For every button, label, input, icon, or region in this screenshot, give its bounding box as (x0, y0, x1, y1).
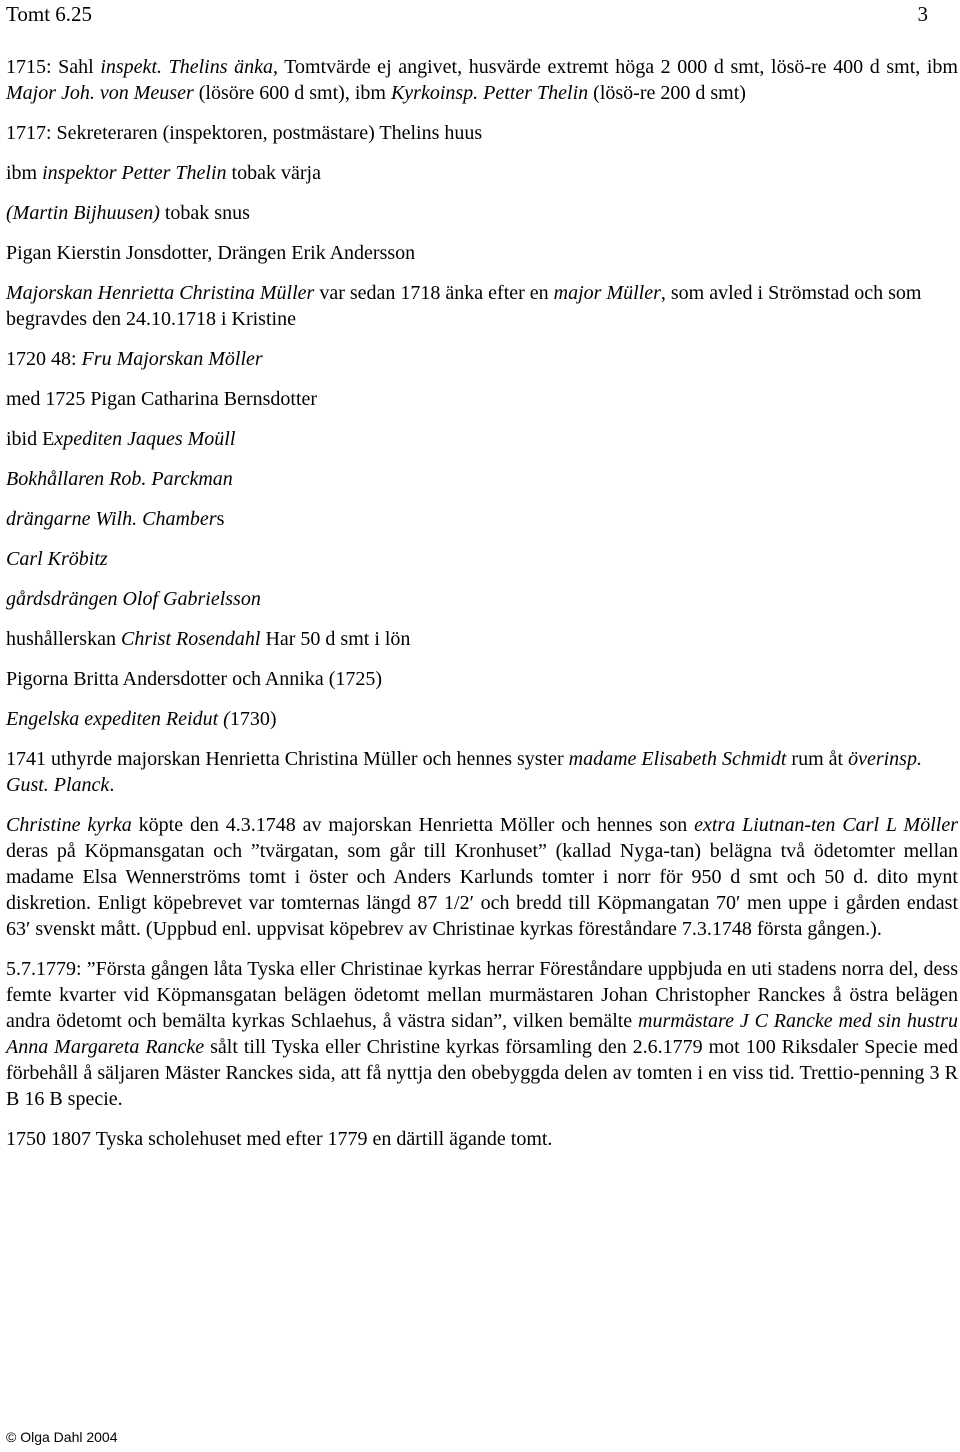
italic-text: inspektor Petter Thelin (42, 162, 227, 184)
paragraph-p7 (6, 346, 958, 372)
document-body (6, 54, 958, 1166)
italic-text: Christine kyrka (6, 814, 132, 836)
page-header (6, 0, 958, 30)
text: , som avled i Strömstad och som begravdes den 24.10.1718 i Kristine (6, 282, 922, 330)
italic-text: extra Liutnan-ten Carl L Möller (694, 814, 958, 836)
italic-text: (Martin Bijhuusen) (6, 202, 160, 224)
paragraph-p5 (6, 240, 958, 266)
text: (lösö-re 200 d smt) (588, 82, 746, 104)
text: rum åt (786, 748, 849, 770)
italic-text: Fru Majorskan Möller (81, 348, 263, 370)
paragraph-p18 (6, 812, 958, 942)
page-number: 3 (917, 2, 928, 26)
paragraph-p19 (6, 956, 958, 1112)
document-title: Tomt 6.25 (6, 2, 93, 26)
text: (lösöre 600 d smt), ibm (193, 82, 391, 104)
footer-copyright: © Olga Dahl 2004 (6, 1429, 118, 1445)
text: , Tomtvärde ej angivet, husvärde extremt höga 2 000 d smt, lösö-re 400 d smt, ibm (272, 56, 958, 78)
text: Pigorna Britta Andersdotter och Annika (1725) (6, 668, 383, 690)
paragraph-p9 (6, 426, 958, 452)
italic-text: murmästare J C Rancke med sin hustru Anna Margareta Rancke (6, 1010, 958, 1058)
italic-text: madame Elisabeth Schmidt (568, 748, 787, 770)
text: . (109, 774, 115, 796)
paragraph-p10 (6, 466, 958, 492)
text: köpte den 4.3.1748 av majorskan Henrietta Möller och hennes son (131, 814, 695, 836)
paragraph-p13 (6, 586, 958, 612)
text: 1720 48: (6, 348, 82, 370)
italic-text: Carl Kröbitz (6, 548, 108, 570)
paragraph-p4 (6, 200, 958, 226)
paragraph-p12 (6, 546, 958, 572)
italic-text: gårdsdrängen Olof Gabrielsson (6, 588, 261, 610)
text: s (216, 508, 225, 530)
text: Pigan Kierstin Jonsdotter, Drängen Erik Andersson (6, 242, 416, 264)
italic-text: major Müller (553, 282, 661, 304)
text: Har 50 d smt i lön (260, 628, 411, 650)
paragraph-p1 (6, 54, 958, 106)
italic-text: Bokhållaren Rob. Parckman (6, 468, 233, 490)
paragraph-p11 (6, 506, 958, 532)
text: med 1725 Pigan Catharina Bernsdotter (6, 388, 318, 410)
paragraph-p16 (6, 706, 958, 732)
text: 1750 1807 Tyska scholehuset med efter 1779 en därtill ägande tomt. (6, 1128, 553, 1150)
text: 1715: Sahl (6, 56, 101, 78)
italic-text: Majorskan Henrietta Christina Müller (6, 282, 315, 304)
text: 1717: Sekreteraren (inspektoren, postmästare) Thelins huus (6, 122, 483, 144)
text: ibid E (6, 428, 55, 450)
text: tobak snus (159, 202, 250, 224)
text: 1741 uthyrde majorskan Henrietta Christina Müller och hennes syster (6, 748, 569, 770)
italic-text: överinsp. Gust. Planck (6, 748, 922, 796)
paragraph-p3 (6, 160, 958, 186)
paragraph-p2 (6, 120, 958, 146)
italic-text: Christ Rosendahl (120, 628, 261, 650)
italic-text: inspekt. Thelins änka (100, 56, 273, 78)
text: deras på Köpmansgatan och ”tvärgatan, som går till Kronhuset” (kallad Nyga-tan) belägna två ödetomter mellan madame Elsa Wennerströms tomt i öster och Anders Karlunds tomter i norr för 950 d smt och 50 d. dito mynt diskretion. Enligt köpebrevet var tomternas längd 87 1/2′ och bredd till Köpmangatan 70′ men uppe i gården endast 63′ svenskt mått. (Uppbud enl. uppvisat köpebrev av Christinae kyrkas föreståndare 7.3.1748 första gången.). (6, 840, 958, 940)
italic-text: drängarne Wilh. Chamber (6, 508, 217, 530)
text: ibm (6, 162, 43, 184)
text: sålt till Tyska eller Christine kyrkas församling den 2.6.1779 mot 100 Riksdaler Specie med förbehåll å säljaren Mäster Ranckes sida, att få nyttja den obebyggda delen av tomten i en viss tid. Trettio-penning 3 R B 16 B specie. (6, 1036, 958, 1110)
paragraph-p6 (6, 280, 958, 332)
italic-text: Kyrkoinsp. Petter Thelin (390, 82, 589, 104)
paragraph-p20 (6, 1126, 958, 1152)
paragraph-p8 (6, 386, 958, 412)
italic-text: Major Joh. von Meuser (6, 82, 194, 104)
paragraph-p17 (6, 746, 958, 798)
text: 1730) (229, 708, 277, 730)
text: 5.7.1779: ”Första gången låta Tyska eller Christinae kyrkas herrar Föreståndare uppbjuda en uti stadens norra del, dess femte kvarter vid Köpmansgatan belägen ödetomt mellan murmästaren Johan Christopher Ranckes å östra belägen andra ödetomt och bemälta kyrkas Schlaehus, å västra sidan”, vilken bemälte (6, 958, 958, 1032)
paragraph-p15 (6, 666, 958, 692)
italic-text: Engelska expediten Reidut ( (6, 708, 230, 730)
text: var sedan 1718 änka efter en (314, 282, 554, 304)
text: tobak värja (226, 162, 321, 184)
text: hushållerskan (6, 628, 121, 650)
paragraph-p14 (6, 626, 958, 652)
italic-text: xpediten Jaques Moüll (54, 428, 236, 450)
